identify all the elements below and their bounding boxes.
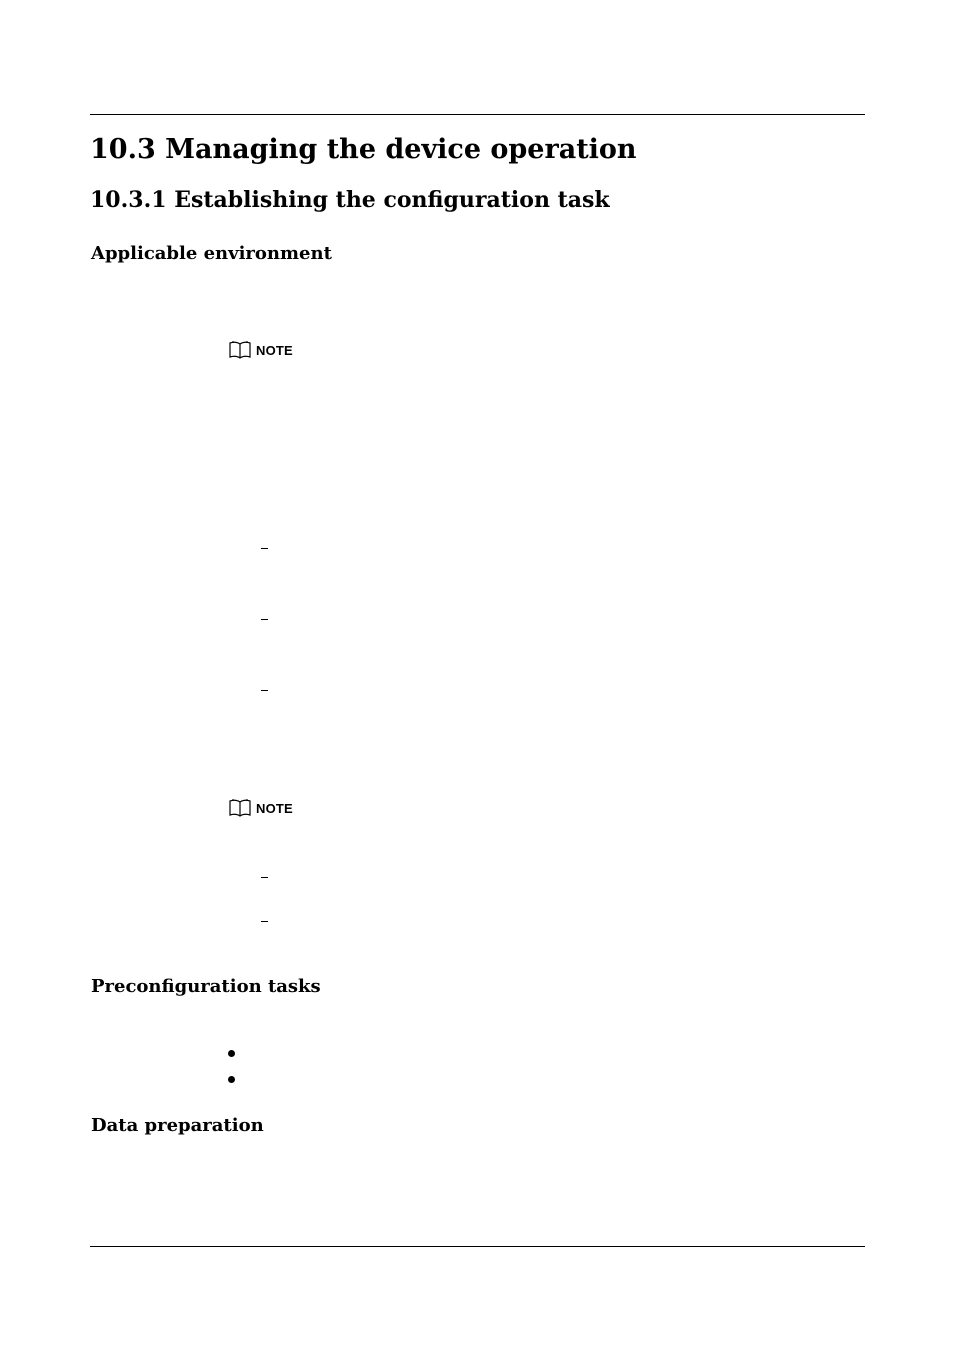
header-rule — [90, 114, 865, 115]
dash-marker — [261, 619, 268, 620]
dash-marker — [261, 548, 268, 549]
subsection-title: 10.3.1 Establishing the configuration task — [90, 187, 610, 213]
section-title: 10.3 Managing the device operation — [90, 134, 637, 165]
heading-data-preparation: Data preparation — [91, 1115, 264, 1136]
dash-marker — [261, 877, 268, 878]
note-label: NOTE — [256, 800, 293, 816]
heading-preconfiguration-tasks: Preconfiguration tasks — [91, 976, 321, 997]
bullet-marker — [228, 1076, 235, 1083]
dash-marker — [261, 921, 268, 922]
footer-rule — [90, 1246, 865, 1247]
bullet-marker — [228, 1050, 235, 1057]
book-icon — [228, 340, 252, 360]
dash-marker — [261, 690, 268, 691]
heading-applicable-environment: Applicable environment — [91, 243, 332, 264]
book-icon — [228, 798, 252, 818]
note-label: NOTE — [256, 342, 293, 358]
note-callout-1 — [228, 339, 293, 361]
note-callout-2 — [228, 797, 293, 819]
